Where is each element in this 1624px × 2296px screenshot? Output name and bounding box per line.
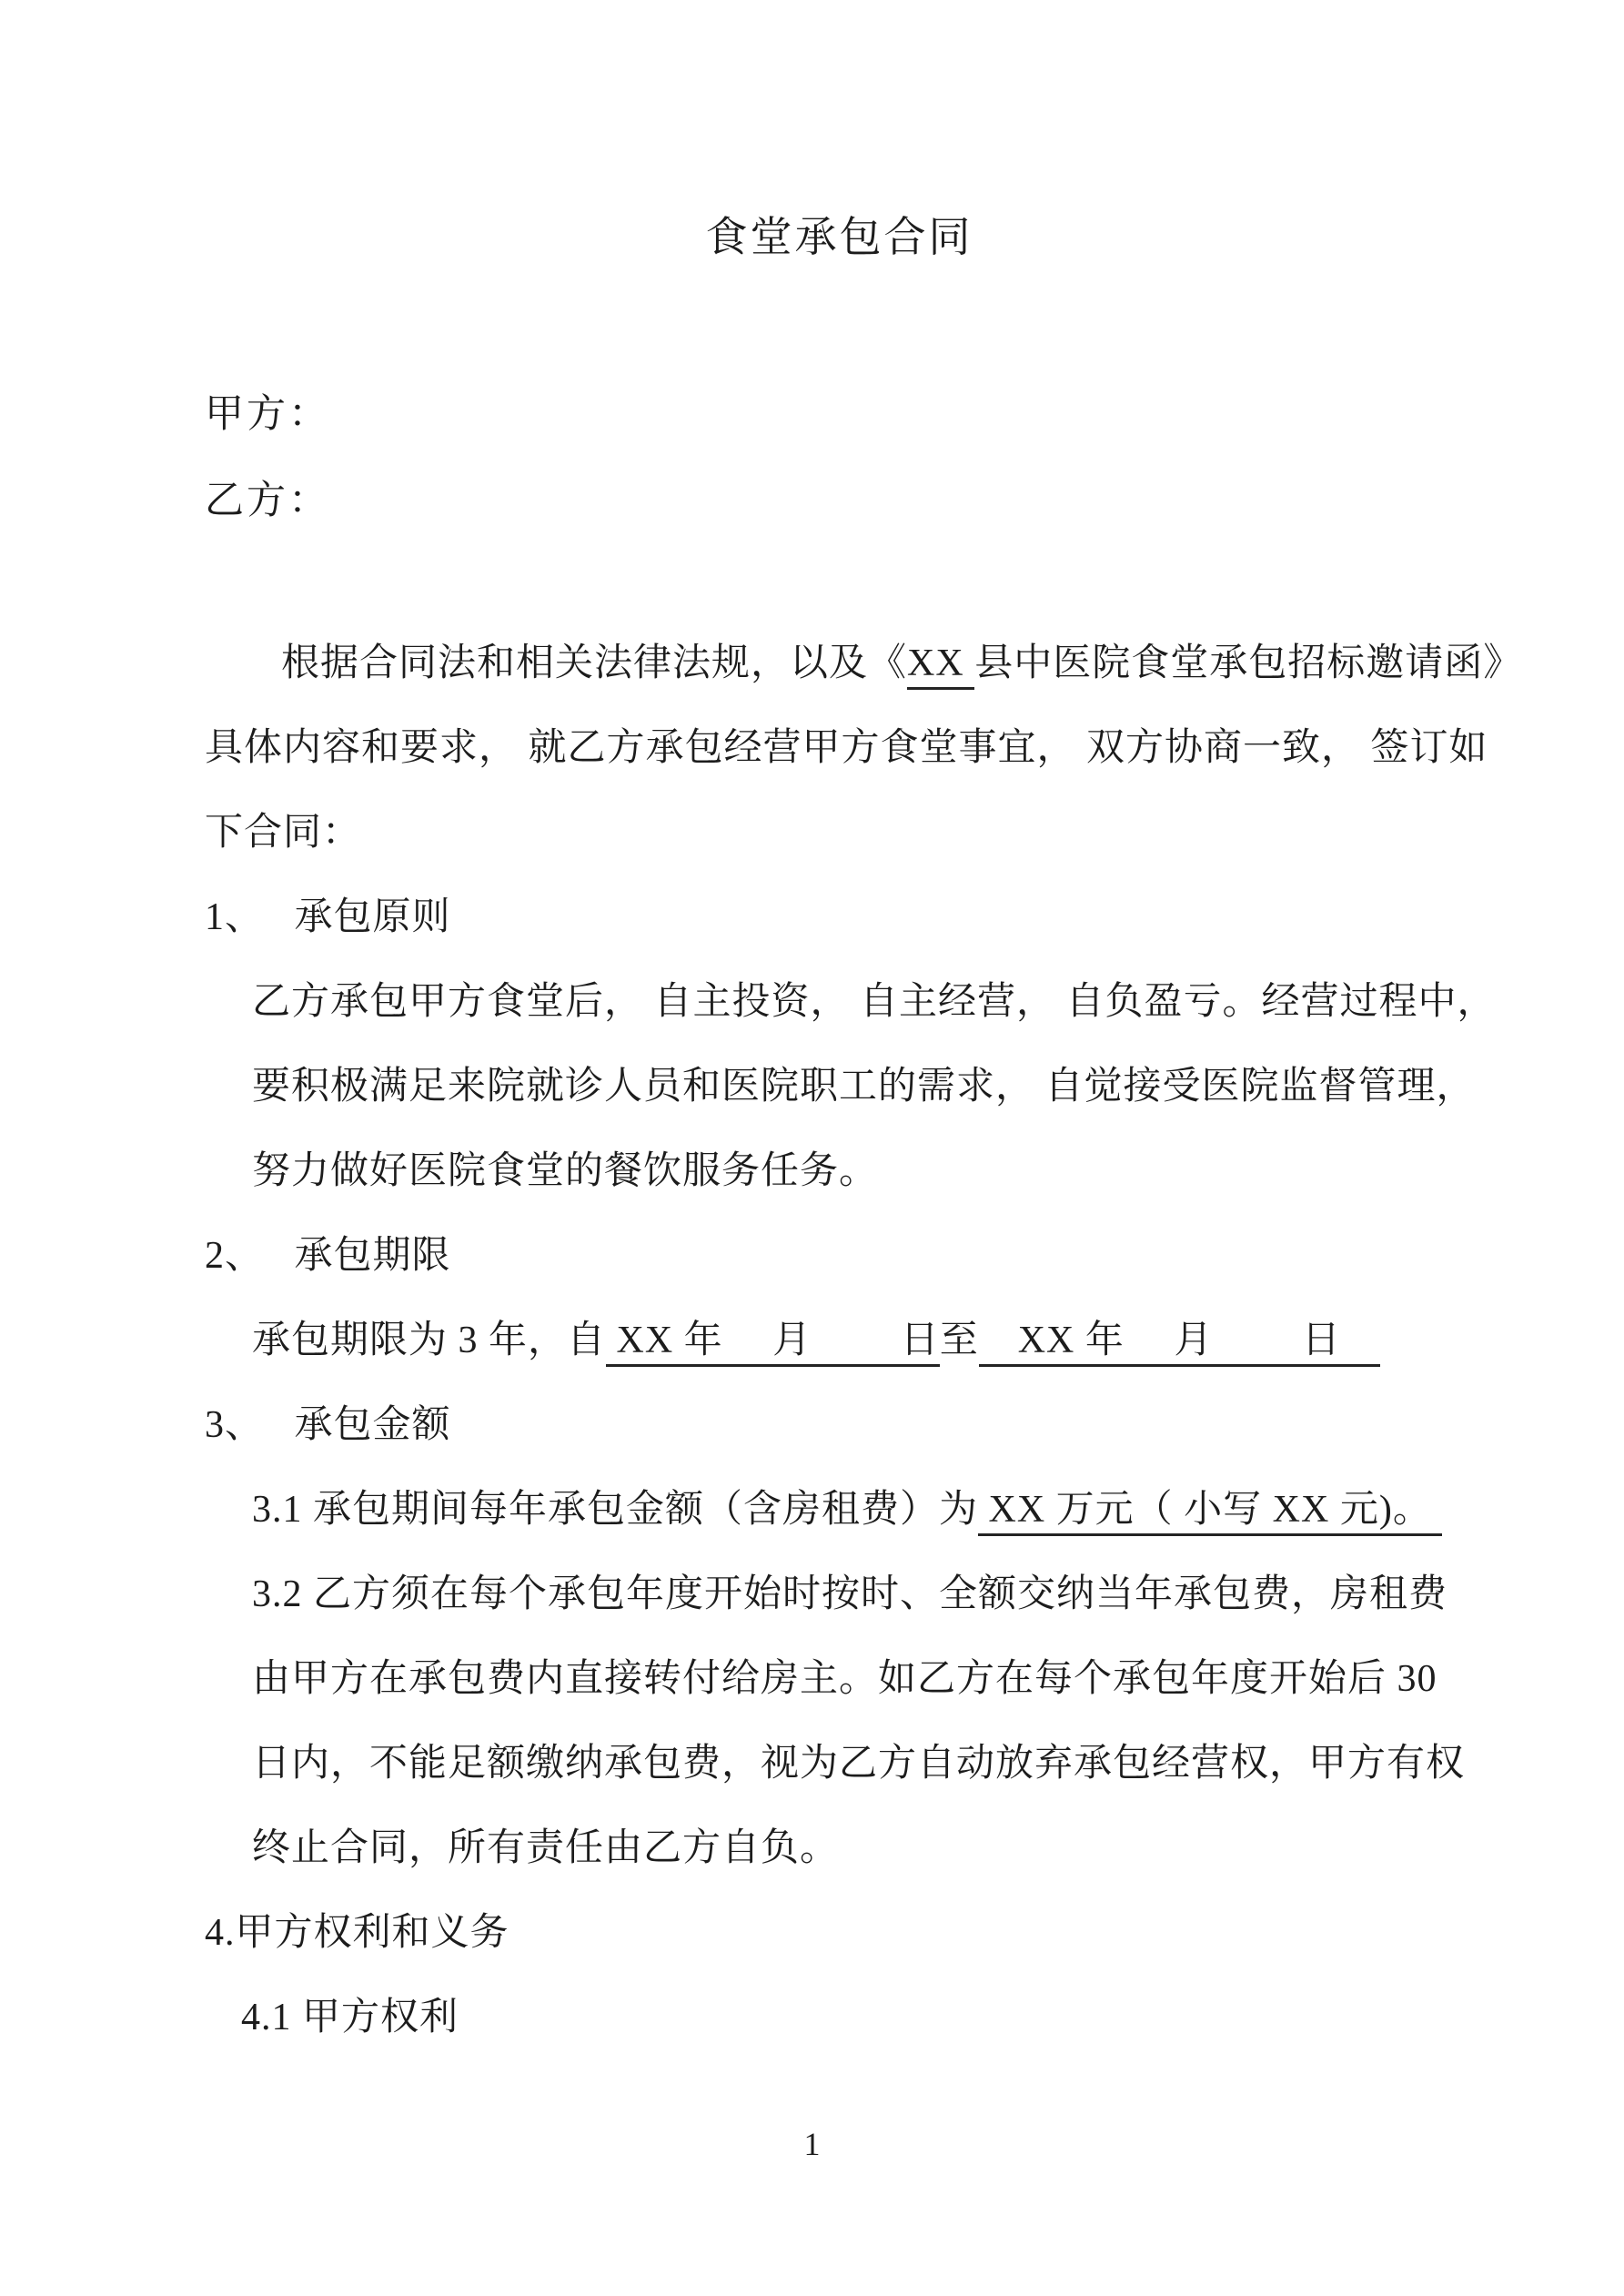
text-run: 要积极满足来院就诊人员和医院职工的需求， 自觉接受医院监督管理，: [252, 1066, 1476, 1108]
clause-3-1-line: [252, 1468, 1497, 1553]
clause-3-2-line-4: [252, 1806, 1497, 1891]
preamble-line-1: [281, 622, 1523, 706]
text-run: 至: [939, 1320, 979, 1361]
clause-4-1-heading: [241, 1976, 1497, 2060]
fill-in-blank: XX 年 月 日: [979, 1320, 1380, 1367]
doc-title: 食堂承包合同: [705, 214, 973, 260]
preamble-line-2: [205, 706, 1497, 791]
text-run: 终止合同，所有责任由乙方自负。: [252, 1827, 840, 1869]
clause-3-2-line-1: [252, 1553, 1497, 1637]
fill-in-blank: XX: [907, 642, 974, 690]
section-4-heading: [205, 1891, 1497, 1976]
text-run: 承包期限为 3 年，自: [252, 1320, 607, 1361]
clause-3-2-line-3: [252, 1722, 1497, 1806]
text-run: 1、 承包原则: [205, 896, 451, 938]
text-run: 3、 承包金额: [205, 1404, 451, 1446]
text-run: 具体内容和要求， 就乙方承包经营甲方食堂事宜， 双方协商一致， 签订如: [205, 727, 1488, 769]
section-3-heading: [205, 1383, 1497, 1468]
text-run: 努力做好医院食堂的餐饮服务任务。: [252, 1150, 879, 1192]
page-number: 1: [803, 2126, 821, 2162]
text-run: 3.1 承包期间每年承包金额（含房租费）为: [252, 1489, 979, 1531]
section-1-text-line-2: [252, 1045, 1497, 1129]
text-run: 3.2 乙方须在每个承包年度开始时按时、全额交纳当年承包费，房租费: [252, 1573, 1448, 1615]
text-run: 由甲方在承包费内直接转付给房主。如乙方在每个承包年度开始后 30: [252, 1658, 1437, 1700]
text-run: 根据合同法和相关法律法规，以及《: [281, 642, 908, 684]
section-1-text-line-3: [252, 1129, 1497, 1214]
text-run: 县中医院食堂承包招标邀请函》: [974, 642, 1523, 684]
text-run: 下合同：: [205, 812, 362, 854]
section-2-heading: [205, 1214, 1497, 1299]
parties-block: [205, 371, 1474, 544]
section-2-term-line: [252, 1299, 1497, 1383]
section-1-heading: [205, 875, 1497, 960]
preamble-line-3: [205, 791, 1497, 875]
contract-body: [205, 622, 1523, 2060]
section-1-text-line-1: [252, 960, 1497, 1045]
text-run: 2、 承包期限: [205, 1235, 451, 1277]
text-run: 乙方承包甲方食堂后， 自主投资， 自主经营， 自负盈亏。经营过程中，: [252, 981, 1497, 1023]
text-run: 4.1 甲方权利: [241, 1997, 459, 2038]
text-run: 4.甲方权利和义务: [205, 1912, 509, 1954]
fill-in-blank: XX 年 月 日: [606, 1320, 940, 1367]
fill-in-blank: XX 万元（ 小写 XX 元)。: [978, 1489, 1442, 1536]
clause-3-2-line-2: [252, 1637, 1497, 1722]
party-a-line: 甲方：: [205, 393, 330, 436]
text-run: 日内，不能足额缴纳承包费，视为乙方自动放弃承包经营权，甲方有权: [252, 1743, 1466, 1785]
party-b-line: 乙方：: [205, 480, 330, 522]
